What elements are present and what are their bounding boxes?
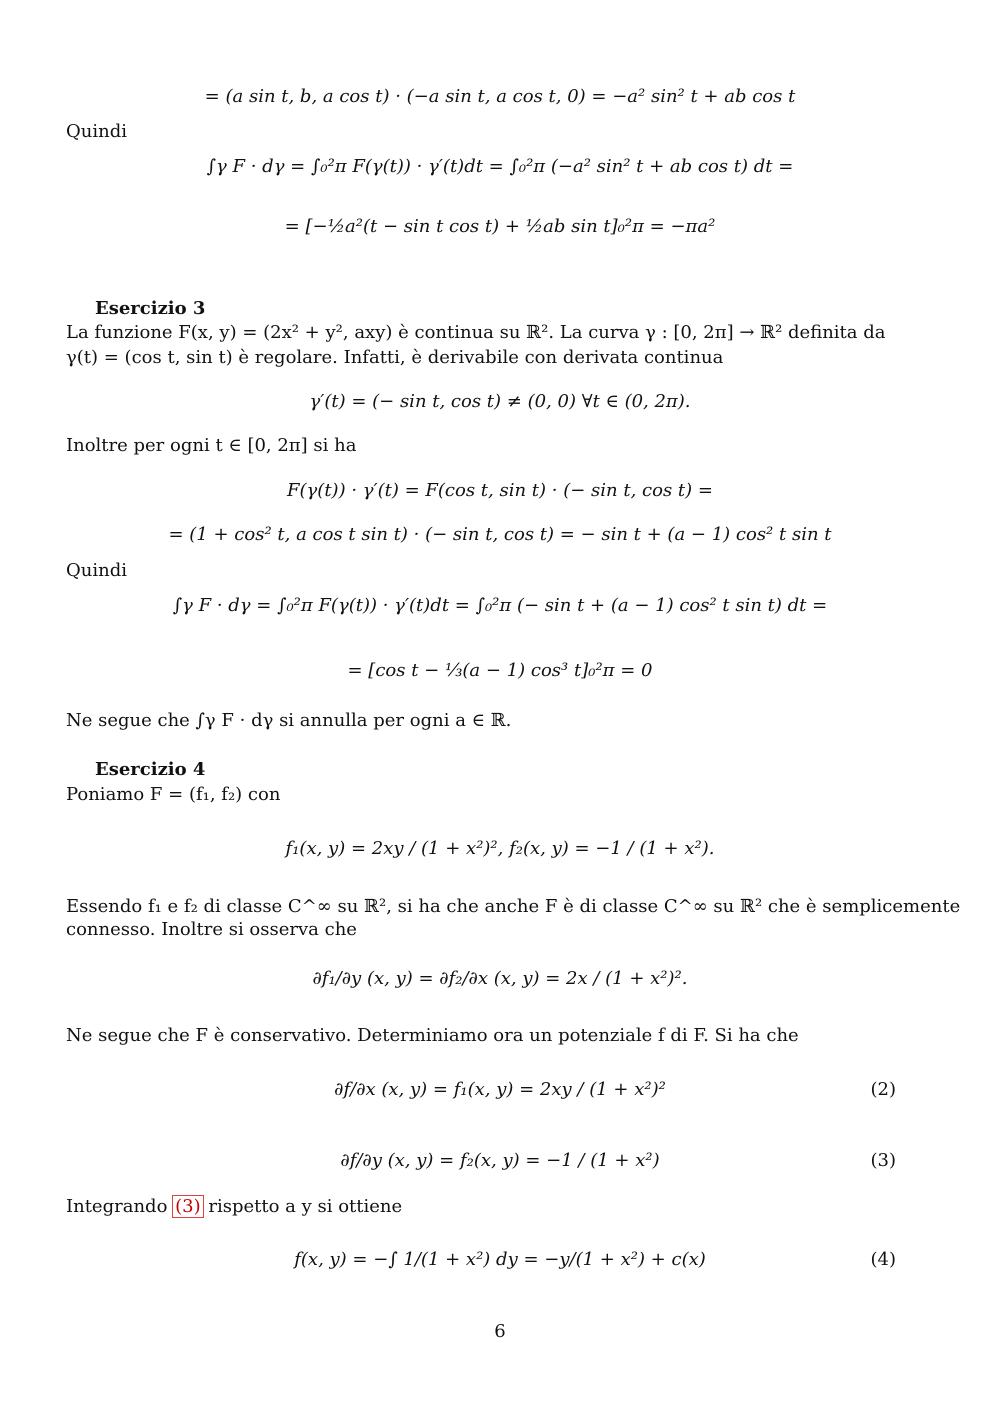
equation-line: ∫γ F · dγ = ∫₀²π F(γ(t)) · γ′(t)dt = ∫₀²π (− sin t + (a − 1) cos² t sin t) dt = bbox=[172, 595, 828, 616]
equation-line: f₁(x, y) = 2xy / (1 + x²)², f₂(x, y) = −1 / (1 + x²). bbox=[285, 838, 715, 859]
equation-line: γ′(t) = (− sin t, cos t) ≠ (0, 0) ∀t ∈ (0, 2π). bbox=[309, 391, 691, 412]
text-line: Quindi bbox=[66, 121, 127, 142]
section-heading: Esercizio 3 bbox=[95, 298, 206, 319]
equation-line: f(x, y) = −∫ 1/(1 + x²) dy = −y/(1 + x²) + c(x) bbox=[294, 1249, 706, 1270]
text-line: γ(t) = (cos t, sin t) è regolare. Infatti, è derivabile con derivata continua bbox=[66, 347, 724, 368]
text-fragment: rispetto a y si ottiene bbox=[202, 1196, 403, 1217]
text-line: Poniamo F = (f₁, f₂) con bbox=[66, 784, 281, 805]
page-number: 6 bbox=[494, 1321, 506, 1342]
text-fragment: Integrando bbox=[66, 1196, 174, 1217]
equation-line: = [cos t − ⅓(a − 1) cos³ t]₀²π = 0 bbox=[347, 660, 653, 681]
text-line: La funzione F(x, y) = (2x² + y², axy) è continua su ℝ². La curva γ : [0, 2π] → ℝ² definita da bbox=[66, 322, 886, 343]
text-line: Ne segue che F è conservativo. Determiniamo ora un potenziale f di F. Si ha che bbox=[66, 1025, 799, 1046]
equation-line: = (a sin t, b, a cos t) · (−a sin t, a cos t, 0) = −a² sin² t + ab cos t bbox=[204, 86, 796, 107]
equation-number: (2) bbox=[870, 1079, 896, 1100]
equation-number: (3) bbox=[870, 1150, 896, 1171]
text-line: Essendo f₁ e f₂ di classe C^∞ su ℝ², si ha che anche F è di classe C^∞ su ℝ² che è semplicemente bbox=[66, 896, 961, 917]
equation-reference-link[interactable]: (3) bbox=[172, 1195, 204, 1218]
equation-line: F(γ(t)) · γ′(t) = F(cos t, sin t) · (− sin t, cos t) = bbox=[287, 480, 713, 501]
text-line: Ne segue che ∫γ F · dγ si annulla per ogni a ∈ ℝ. bbox=[66, 710, 512, 731]
text-line: connesso. Inoltre si osserva che bbox=[66, 919, 357, 940]
equation-line: ∫γ F · dγ = ∫₀²π F(γ(t)) · γ′(t)dt = ∫₀²π (−a² sin² t + ab cos t) dt = bbox=[206, 156, 794, 177]
text-line: Quindi bbox=[66, 560, 127, 581]
text-line: Inoltre per ogni t ∈ [0, 2π] si ha bbox=[66, 435, 357, 456]
equation-line: ∂f/∂y (x, y) = f₂(x, y) = −1 / (1 + x²) bbox=[340, 1150, 660, 1171]
equation-number: (4) bbox=[870, 1249, 896, 1270]
equation-line: ∂f/∂x (x, y) = f₁(x, y) = 2xy / (1 + x²)² bbox=[334, 1079, 666, 1100]
section-heading: Esercizio 4 bbox=[95, 759, 206, 780]
equation-line: = [−½a²(t − sin t cos t) + ½ab sin t]₀²π = −πa² bbox=[284, 216, 716, 237]
equation-line: = (1 + cos² t, a cos t sin t) · (− sin t, cos t) = − sin t + (a − 1) cos² t sin t bbox=[168, 524, 832, 545]
equation-line: ∂f₁/∂y (x, y) = ∂f₂/∂x (x, y) = 2x / (1 + x²)². bbox=[312, 968, 688, 989]
text-line bbox=[66, 1196, 402, 1218]
